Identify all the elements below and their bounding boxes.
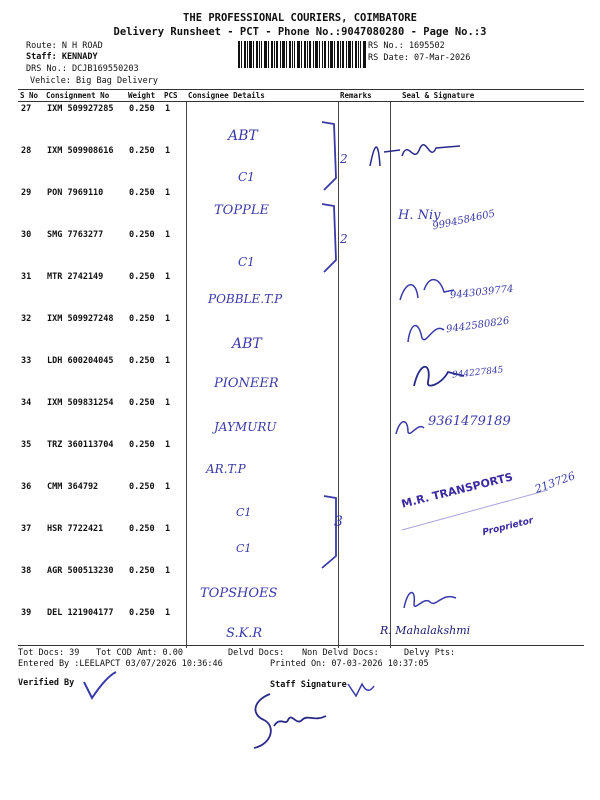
consignment-number-cell: IXM 509831254 xyxy=(47,397,114,408)
phone-number-handwritten: 9443039774 xyxy=(449,283,515,302)
signature-scribble xyxy=(400,582,460,616)
column-header-consignee: Consignee Details xyxy=(186,90,338,102)
pieces-cell: 1 xyxy=(165,104,171,114)
pieces-cell: 1 xyxy=(165,229,171,240)
consignment-number-cell: MTR 2742149 xyxy=(47,271,104,282)
vehicle-label: Vehicle: Big Bag Delivery xyxy=(30,76,158,86)
pieces-cell: 1 xyxy=(165,439,171,450)
column-header-pcs: PCS xyxy=(162,90,186,102)
consignment-number-cell: SMG 7763277 xyxy=(47,229,104,240)
table-row xyxy=(18,102,584,144)
serial-number-cell: 28 xyxy=(21,145,32,156)
remarks-cell xyxy=(338,438,390,480)
delivery-points: Delvy Pts: xyxy=(404,648,456,658)
verified-tick-mark xyxy=(80,668,120,702)
rs-date: RS Date: 07-Mar-2026 xyxy=(368,53,471,63)
weight-cell: 0.250 xyxy=(129,397,155,408)
document-subtitle: Delivery Runsheet - PCT - Phone No.:9047080280 - Page No.:3 xyxy=(113,26,487,38)
weight-cell: 0.250 xyxy=(129,271,155,282)
signature-scribble xyxy=(392,412,426,440)
barcode-image xyxy=(238,41,366,68)
handwritten-consignee: TOPPLE xyxy=(214,203,269,218)
signature-scribble xyxy=(346,676,376,700)
staff-label: Staff: KENNADY xyxy=(26,52,98,62)
consignment-number-cell: IXM 509908616 xyxy=(47,145,114,156)
non-delivered-docs: Non Delvd Docs: xyxy=(302,648,379,658)
phone-number-handwritten: 944227845 xyxy=(451,365,504,381)
bracket-mark xyxy=(316,118,356,198)
consignment-number-cell: LDH 600204045 xyxy=(47,355,114,366)
serial-number-cell: 30 xyxy=(21,229,32,240)
table-row xyxy=(18,228,584,270)
weight-cell: 0.250 xyxy=(129,439,155,450)
signature-scribble xyxy=(364,126,464,176)
bracket-count: 2 xyxy=(340,152,348,166)
signature-scribble xyxy=(396,270,456,310)
consignment-number-cell: DEL 121904177 xyxy=(47,607,114,618)
consignment-number-cell: IXM 509927248 xyxy=(47,313,114,324)
handwritten-consignee: POBBLE.T.P xyxy=(208,292,283,306)
staff-signature-label: Staff Signature xyxy=(270,680,347,690)
pieces-cell: 1 xyxy=(165,271,171,282)
pieces-cell: 1 xyxy=(165,187,171,198)
bracket-mark xyxy=(316,200,356,280)
consignment-number-cell: IXM 509927285 xyxy=(47,104,114,114)
handwritten-consignee: JAYMURU xyxy=(214,420,277,434)
weight-cell: 0.250 xyxy=(129,229,155,240)
phone-number-handwritten: 9361479189 xyxy=(428,414,511,429)
serial-number-cell: 36 xyxy=(21,481,32,492)
weight-cell: 0.250 xyxy=(129,523,155,534)
weight-cell: 0.250 xyxy=(129,607,155,618)
stamp-outline xyxy=(398,470,558,540)
phone-number-handwritten: 9994584605 xyxy=(431,208,497,233)
handwritten-consignee: TOPSHOES xyxy=(200,586,278,601)
handwritten-consignee: ABT xyxy=(232,336,262,352)
column-header-sno: S No xyxy=(18,90,44,102)
pieces-cell: 1 xyxy=(165,355,171,366)
table-header-row xyxy=(18,90,584,102)
staff-signature-scribble xyxy=(240,686,330,756)
signature-text: R. Mahalakshmi xyxy=(380,624,471,637)
bracket-count: 2 xyxy=(340,232,348,246)
pieces-cell: 1 xyxy=(165,523,171,534)
printed-on: Printed On: 07-03-2026 10:37:05 xyxy=(270,659,429,669)
consignment-number-cell: PON 7969110 xyxy=(47,187,104,198)
table-row xyxy=(18,564,584,606)
serial-number-cell: 27 xyxy=(21,104,32,114)
handwritten-consignee: C1 xyxy=(236,542,252,555)
pieces-cell: 1 xyxy=(165,145,171,156)
serial-number-cell: 29 xyxy=(21,187,32,198)
total-cod-amount: Tot COD Amt: 0.00 xyxy=(96,648,183,658)
total-docs: Tot Docs: 39 xyxy=(18,648,80,658)
table-row xyxy=(18,144,584,186)
serial-number-cell: 32 xyxy=(21,313,32,324)
remarks-cell xyxy=(338,312,390,354)
document-title: THE PROFESSIONAL COURIERS, COIMBATORE xyxy=(183,12,417,24)
route-label: Route: N H ROAD xyxy=(26,41,103,51)
seal-signature-cell xyxy=(390,228,584,270)
handwritten-consignee: C1 xyxy=(236,506,252,519)
entered-by: Entered By :LEELAPCT 03/07/2026 10:36:46 xyxy=(18,659,223,669)
bracket-count: 3 xyxy=(334,514,343,530)
phone-number-handwritten: 9442580826 xyxy=(445,315,511,336)
handwritten-consignee: PIONEER xyxy=(214,376,279,391)
verified-by-label: Verified By xyxy=(18,678,75,688)
consignment-number-cell: AGR 500513230 xyxy=(47,565,114,576)
weight-cell: 0.250 xyxy=(129,565,155,576)
signature-scribble xyxy=(404,312,450,352)
handwritten-consignee: S.K.R xyxy=(226,626,263,641)
weight-cell: 0.250 xyxy=(129,481,155,492)
bracket-mark xyxy=(316,494,356,572)
consignment-number-cell: TRZ 360113704 xyxy=(47,439,114,450)
column-header-weight: Weight xyxy=(126,90,162,102)
pieces-cell: 1 xyxy=(165,397,171,408)
footer-divider xyxy=(18,645,584,646)
pieces-cell: 1 xyxy=(165,481,171,492)
weight-cell: 0.250 xyxy=(129,355,155,366)
serial-number-cell: 33 xyxy=(21,355,32,366)
pieces-cell: 1 xyxy=(165,313,171,324)
handwritten-consignee: C1 xyxy=(238,255,255,269)
weight-cell: 0.250 xyxy=(129,313,155,324)
serial-number-cell: 37 xyxy=(21,523,32,534)
consignee-details-cell xyxy=(186,312,338,354)
signature-text: H. Niy xyxy=(398,208,441,223)
weight-cell: 0.250 xyxy=(129,145,155,156)
remarks-cell xyxy=(338,396,390,438)
serial-number-cell: 31 xyxy=(21,271,32,282)
column-header-seal-signature: Seal & Signature xyxy=(390,90,584,102)
drs-number: DRS No.: DCJB169550203 xyxy=(26,64,139,74)
pieces-cell: 1 xyxy=(165,565,171,576)
company-stamp: M.R. TRANSPORTS xyxy=(400,470,515,511)
serial-number-cell: 39 xyxy=(21,607,32,618)
handwritten-consignee: ABT xyxy=(228,128,258,144)
table-row xyxy=(18,186,584,228)
serial-number-cell: 38 xyxy=(21,565,32,576)
stamp-handwritten-number: 213726 xyxy=(533,469,577,496)
serial-number-cell: 34 xyxy=(21,397,32,408)
weight-cell: 0.250 xyxy=(129,187,155,198)
table-row xyxy=(18,606,584,648)
delivered-docs: Delvd Docs: xyxy=(228,648,285,658)
column-header-consignment: Consignment No xyxy=(44,90,126,102)
serial-number-cell: 35 xyxy=(21,439,32,450)
consignment-number-cell: CMM 364792 xyxy=(47,481,99,492)
handwritten-consignee: C1 xyxy=(238,170,255,184)
consignment-number-cell: HSR 7722421 xyxy=(47,523,104,534)
remarks-cell xyxy=(338,354,390,396)
weight-cell: 0.250 xyxy=(129,104,155,114)
pieces-cell: 1 xyxy=(165,607,171,618)
column-header-remarks: Remarks xyxy=(338,90,390,102)
handwritten-consignee: AR.T.P xyxy=(206,462,246,476)
rs-number: RS No.: 1695502 xyxy=(368,41,445,51)
stamp-designation: Proprietor xyxy=(481,515,535,539)
